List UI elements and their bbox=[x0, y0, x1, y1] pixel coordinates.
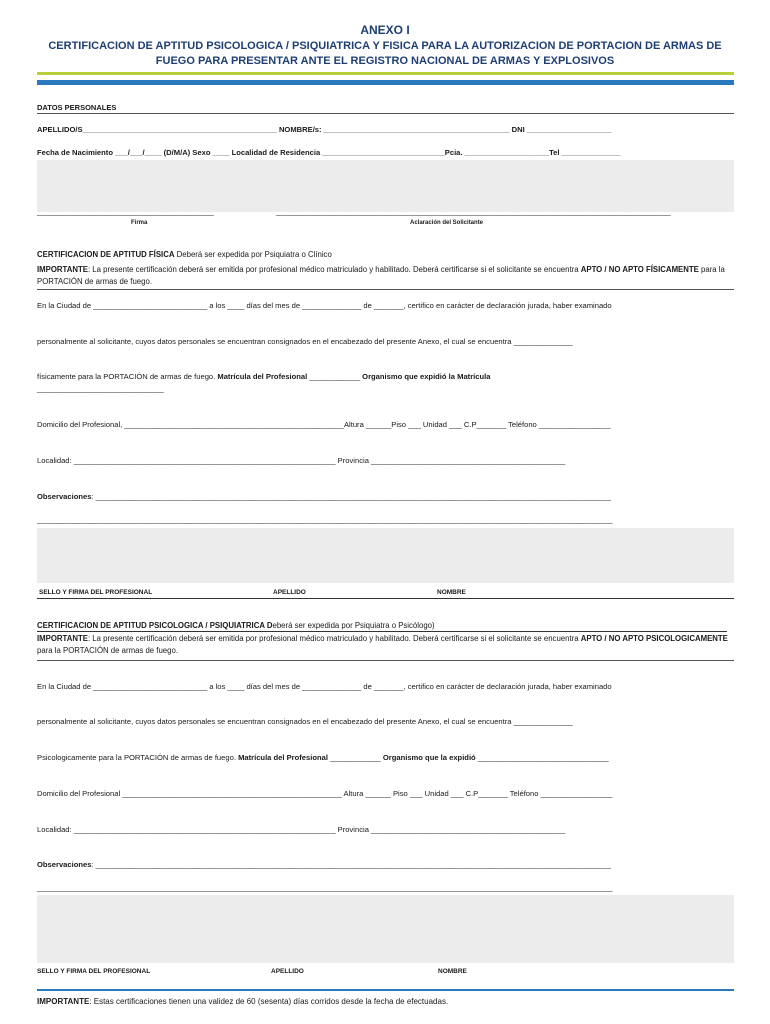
physical-stamp-label: SELLO Y FIRMA DEL PROFESIONAL bbox=[39, 589, 153, 596]
physical-important-label: IMPORTANTE bbox=[37, 265, 88, 274]
psych-stamp-area[interactable] bbox=[37, 895, 734, 963]
section-separator bbox=[37, 598, 734, 599]
psych-important-bold: APTO / NO APTO PSICOLOGICAMENTE bbox=[580, 634, 728, 643]
physical-important-bold: APTO / NO APTO FÍSICAMENTE bbox=[580, 265, 699, 274]
physical-surname-label: APELLIDO bbox=[273, 589, 306, 596]
physical-heading-title: CERTIFICACION DE APTITUD FÍSICA bbox=[37, 250, 175, 259]
section-rule bbox=[37, 289, 734, 290]
signature-line-left: ___________________________________________ bbox=[37, 207, 214, 216]
document-title: CERTIFICACION DE APTITUD PSICOLOGICA / PSIQUIATRICA Y FISICA PARA LA AUTORIZACION DE PORTACION DE ARMAS DE FUEGO PARA PRESENTAR ANTE EL REGISTRO NACIONAL DE ARMAS Y EXPLOSIVOS bbox=[48, 40, 722, 67]
personal-row-name[interactable]: APELLIDO/S______________________________________________ NOMBRE/s: ____________________________________________ DNI ____________________ bbox=[37, 125, 612, 134]
psych-organism-label: Organismo que la expidió bbox=[382, 753, 476, 762]
personal-row-birth[interactable]: Fecha de Nacimiento ___/___/____ (D/M/A) Sexo ____ Localidad de Residencia _____________________________Pcia. ____________________Tel ______________ bbox=[37, 148, 621, 157]
physical-important bbox=[37, 264, 734, 288]
header-divider-green bbox=[37, 72, 734, 75]
psych-observations-line2[interactable]: ____________________________________________________________________________________________________________________________________________ bbox=[37, 883, 613, 892]
psych-observations-label: Observaciones bbox=[37, 860, 92, 869]
psych-name-label: NOMBRE bbox=[438, 968, 467, 975]
footer-note bbox=[37, 997, 448, 1006]
signature-line-right: ________________________________________________________________________________________________ bbox=[276, 207, 671, 216]
psych-stamp-label: SELLO Y FIRMA DEL PROFESIONAL bbox=[37, 968, 151, 975]
physical-observations[interactable] bbox=[37, 492, 611, 501]
physical-heading-note: Deberá ser expedida por Psiquiatra o Clínico bbox=[174, 250, 332, 259]
physical-important-tail: para la PORTACIÓN de armas de fuego. bbox=[37, 265, 725, 286]
physical-heading bbox=[37, 250, 332, 259]
section-rule bbox=[37, 113, 734, 114]
physical-organism-blank[interactable]: ______________________________ bbox=[37, 384, 164, 393]
psych-matricula-label: Matrícula del Profesional bbox=[238, 753, 328, 762]
physical-observations-label: Observaciones bbox=[37, 492, 92, 501]
psych-city-line[interactable]: En la Ciudad de ___________________________ a los ____ días del mes de ______________ de _______, certifico en carácter de declaración jurada, haber examinado bbox=[37, 682, 612, 691]
annex-title: ANEXO I bbox=[360, 23, 410, 37]
psych-locality-line[interactable]: Localidad: ______________________________________________________________ Provincia ______________________________________________ bbox=[37, 825, 566, 834]
physical-address-line[interactable]: Domicilio del Profesional, ____________________________________________________Altura ______Piso ___ Unidad ___ C.P_______ Teléfono _________________ bbox=[37, 420, 611, 429]
psych-observations[interactable] bbox=[37, 860, 611, 869]
psych-heading bbox=[37, 621, 435, 630]
physical-matricula-blank: ____________ bbox=[307, 372, 363, 381]
psych-heading-title: CERTIFICACION DE APTITUD PSICOLOGICA / PSIQUIATRICA D bbox=[37, 621, 273, 630]
psych-matricula-blank: ____________ bbox=[327, 753, 383, 762]
psych-matricula-prefix: Psicologicamente para la PORTACIÓN de armas de fuego. bbox=[37, 753, 239, 762]
psych-important-text: : La presente certificación deberá ser emitida por profesional médico matriculado y habilitado. Deberá certificarse si el solicitante se encuentra bbox=[87, 634, 581, 643]
psych-status-line[interactable]: personalmente al solicitante, cuyos datos personales se encuentran consignados en el encabezado del presente Anexo, el cual se encuentra ______________ bbox=[37, 717, 573, 726]
personal-data-heading: DATOS PERSONALES bbox=[37, 103, 117, 112]
psych-heading-note: eberá ser expedida por Psiquiatra o Psicólogo) bbox=[272, 621, 435, 630]
psych-address-line[interactable]: Domicilio del Profesional ____________________________________________________ Altura ______ Piso ___ Unidad ___ C.P_______ Teléfono _________________ bbox=[37, 789, 613, 798]
clarification-label: Aclaración del Solicitante bbox=[410, 220, 484, 226]
footer-note-label: IMPORTANTE bbox=[37, 997, 90, 1006]
section-rule bbox=[37, 631, 727, 632]
physical-matricula-label: Matrícula del Profesional bbox=[217, 372, 308, 381]
psych-observations-blank: : __________________________________________________________________________________________________________________________ bbox=[91, 860, 611, 869]
psych-organism-blank: _______________________________ bbox=[475, 753, 609, 762]
header-divider-blue bbox=[37, 80, 734, 85]
psych-matricula-line[interactable] bbox=[37, 753, 609, 762]
physical-stamp-area[interactable] bbox=[37, 528, 734, 583]
physical-matricula-prefix: físicamente para la PORTACIÓN de armas de fuego. bbox=[37, 372, 218, 381]
psych-important-label: IMPORTANTE bbox=[37, 634, 88, 643]
physical-organism-label: Organismo que expidió la Matrícula bbox=[362, 372, 491, 381]
psych-surname-label: APELLIDO bbox=[271, 968, 304, 975]
signature-area[interactable] bbox=[37, 160, 734, 212]
footer-note-text: : Estas certificaciones tienen una validez de 60 (sesenta) días corridos desde la fecha de efectuadas. bbox=[89, 997, 449, 1006]
physical-city-line[interactable]: En la Ciudad de ___________________________ a los ____ días del mes de ______________ de _______, certifico en carácter de declaración jurada, haber examinado bbox=[37, 301, 612, 310]
signature-label: Firma bbox=[131, 220, 148, 226]
section-rule bbox=[37, 660, 734, 661]
footer-divider bbox=[37, 989, 734, 991]
physical-important-text: : La presente certificación deberá ser emitida por profesional médico matriculado y habilitado. Deberá certificarse si el solicitante se encuentra bbox=[87, 265, 581, 274]
physical-observations-line2[interactable]: ____________________________________________________________________________________________________________________________________________ bbox=[37, 515, 613, 524]
physical-observations-blank: : __________________________________________________________________________________________________________________________ bbox=[91, 492, 611, 501]
physical-matricula-line[interactable] bbox=[37, 372, 490, 381]
physical-status-line[interactable]: personalmente al solicitante, cuyos datos personales se encuentran consignados en el encabezado del presente Anexo, el cual se encuentra ______________ bbox=[37, 337, 573, 346]
physical-name-label: NOMBRE bbox=[437, 589, 466, 596]
physical-locality-line[interactable]: Localidad: ______________________________________________________________ Provincia ______________________________________________ bbox=[37, 456, 566, 465]
psych-important bbox=[37, 633, 734, 657]
psych-important-tail: para la PORTACIÓN de armas de fuego. bbox=[37, 646, 178, 655]
